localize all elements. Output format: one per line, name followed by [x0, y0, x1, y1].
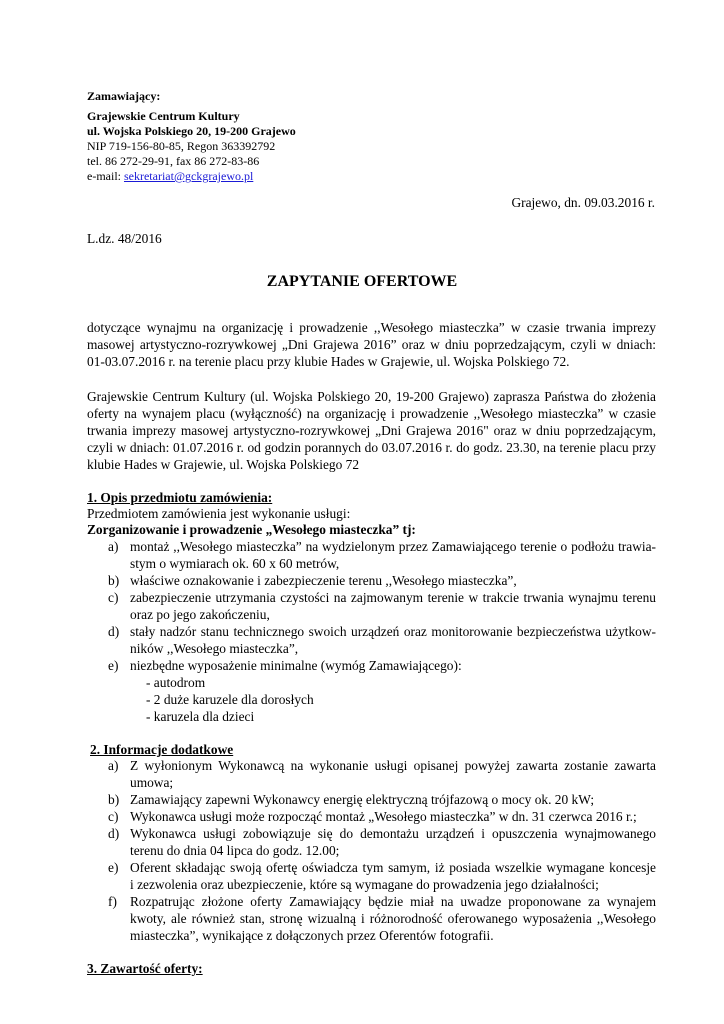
list-item: stały nadzór stanu technicznego swoich urządzeń oraz monitorowanie bezpieczeństwa użytkow-	[130, 624, 656, 639]
email-link[interactable]: sekretariat@gckgrajewo.pl	[123, 169, 254, 183]
invitation-line-1: Grajewskie Centrum Kultury (ul. Wojska Polskiego 20, 19-200 Grajewo) zaprasza Państwa do złożenia	[87, 389, 656, 404]
email-prefix: e-mail:	[87, 169, 124, 183]
buyer-label: Zamawiający:	[87, 89, 161, 103]
list-item: Wykonawca usługi może rozpocząć montaż „Wesołego miasteczka” w dn. 31 czerwca 2016 r.;	[130, 809, 637, 824]
item-mark: c)	[108, 809, 119, 824]
item-mark: a)	[108, 758, 119, 773]
section1-line: Przedmiotem zamówienia jest wykonanie usługi:	[87, 506, 351, 521]
list-item: niezbędne wyposażenie minimalne (wymóg Zamawiającego):	[130, 658, 462, 673]
list-item-cont: terenu do dnia 04 lipca do godz. 12.00;	[130, 843, 340, 858]
equipment-item: - karuzela dla dzieci	[146, 709, 255, 724]
list-item-cont: stym o wymiarach ok. 60 x 60 metrów,	[130, 556, 340, 571]
invitation-line-5: klubie Hades w Grajewie, ul. Wojska Polskiego 72	[87, 457, 360, 472]
item-mark: d)	[108, 624, 120, 639]
invitation-line-4: czyli w dniach: 01.07.2016 r. od godzin porannych do 03.07.2016 r. do godz. 23.30, na terenie placu przy	[87, 440, 656, 455]
list-item-cont: oraz po jego zakończeniu,	[130, 607, 270, 622]
list-item: Zamawiający zapewni Wykonawcy energię elektryczną trójfazową o mocy ok. 20 kW;	[130, 792, 595, 807]
org-address: ul. Wojska Polskiego 20, 19-200 Grajewo	[87, 124, 296, 138]
item-mark: b)	[108, 573, 120, 588]
intro-line-3: 01-03.07.2016 r. na terenie placu przy klubie Hades w Grajewie, ul. Wojska Polskiego 72.	[87, 354, 570, 369]
section1-subheading: Zorganizowanie i prowadzenie „Wesołego miasteczka” tj:	[87, 522, 416, 537]
section1-heading: 1. Opis przedmiotu zamówienia:	[87, 490, 273, 505]
list-item: Z wyłonionym Wykonawcą na wykonanie usługi opisanej powyżej zawarta zostanie zawarta	[130, 758, 656, 773]
item-mark: a)	[108, 539, 119, 554]
item-mark: b)	[108, 792, 120, 807]
item-mark: c)	[108, 590, 119, 605]
intro-line-1: dotyczące wynajmu na organizację i prowadzenie ,,Wesołego miasteczka” w czasie trwania imprezy	[87, 320, 656, 335]
equipment-item: - autodrom	[146, 675, 206, 690]
item-mark: e)	[108, 860, 119, 875]
list-item-cont: ników ,,Wesołego miasteczka”,	[130, 641, 299, 656]
org-name: Grajewskie Centrum Kultury	[87, 109, 240, 123]
list-item-cont: kwoty, ale również stan, stronę wizualną i różnorodność oferowanego wyposażenia ,,Wesołego	[130, 911, 656, 926]
invitation-line-3: trwania imprezy masowej artystyczno-rozrywkowej „Dni Grajewa 2016" oraz w dniu poprzedzającym,	[87, 423, 656, 438]
list-item: zabezpieczenie utrzymania czystości na zajmowanym terenie w trakcie trwania wynajmu terenu	[130, 590, 656, 605]
list-item-cont: i zezwolenia oraz ubezpieczenie, które są wymagane do prowadzenia jego działalności;	[130, 877, 599, 892]
list-item-cont: miasteczka”, wynikające z dołączonych przez Oferentów fotografii.	[130, 928, 494, 943]
section3-heading: 3. Zawartość oferty:	[87, 961, 203, 976]
list-item: Wykonawca usługi zobowiązuje się do demontażu urządzeń i opuszczenia wynajmowanego	[130, 826, 656, 841]
place-date: Grajewo, dn. 09.03.2016 r.	[511, 195, 655, 210]
email-line	[87, 169, 253, 184]
list-item-cont: umowa;	[130, 775, 174, 790]
intro-line-2: masowej artystyczno-rozrywkowej „Dni Grajewa 2016” oraz w dniu poprzedzającym, czyli w dniach:	[87, 337, 656, 352]
item-mark: f)	[108, 894, 117, 909]
section2-heading: 2. Informacje dodatkowe	[90, 742, 234, 757]
item-mark: e)	[108, 658, 119, 673]
list-item: montaż ,,Wesołego miasteczka” na wydzielonym przez Zamawiającego terenie o podłożu trawia-	[130, 539, 656, 554]
tel-fax: tel. 86 272-29-91, fax 86 272-83-86	[87, 154, 260, 168]
nip-regon: NIP 719-156-80-85, Regon 363392792	[87, 139, 276, 153]
item-mark: d)	[108, 826, 120, 841]
list-item: właściwe oznakowanie i zabezpieczenie terenu ,,Wesołego miasteczka”,	[130, 573, 517, 588]
list-item: Rozpatrując złożone oferty Zamawiający będzie miał na uwadze proponowane za wynajem	[130, 894, 656, 909]
equipment-item: - 2 duże karuzele dla dorosłych	[146, 692, 314, 707]
invitation-line-2: oferty na wynajem placu (wyłączność) na organizację i prowadzenie ,,Wesołego miasteczka” w czasie	[87, 406, 656, 421]
ref-number: L.dz. 48/2016	[87, 231, 162, 246]
list-item: Oferent składając swoją ofertę oświadcza tym samym, iż posiada wszelkie wymagane koncesje	[130, 860, 656, 875]
document-title: ZAPYTANIE OFERTOWE	[266, 273, 458, 290]
